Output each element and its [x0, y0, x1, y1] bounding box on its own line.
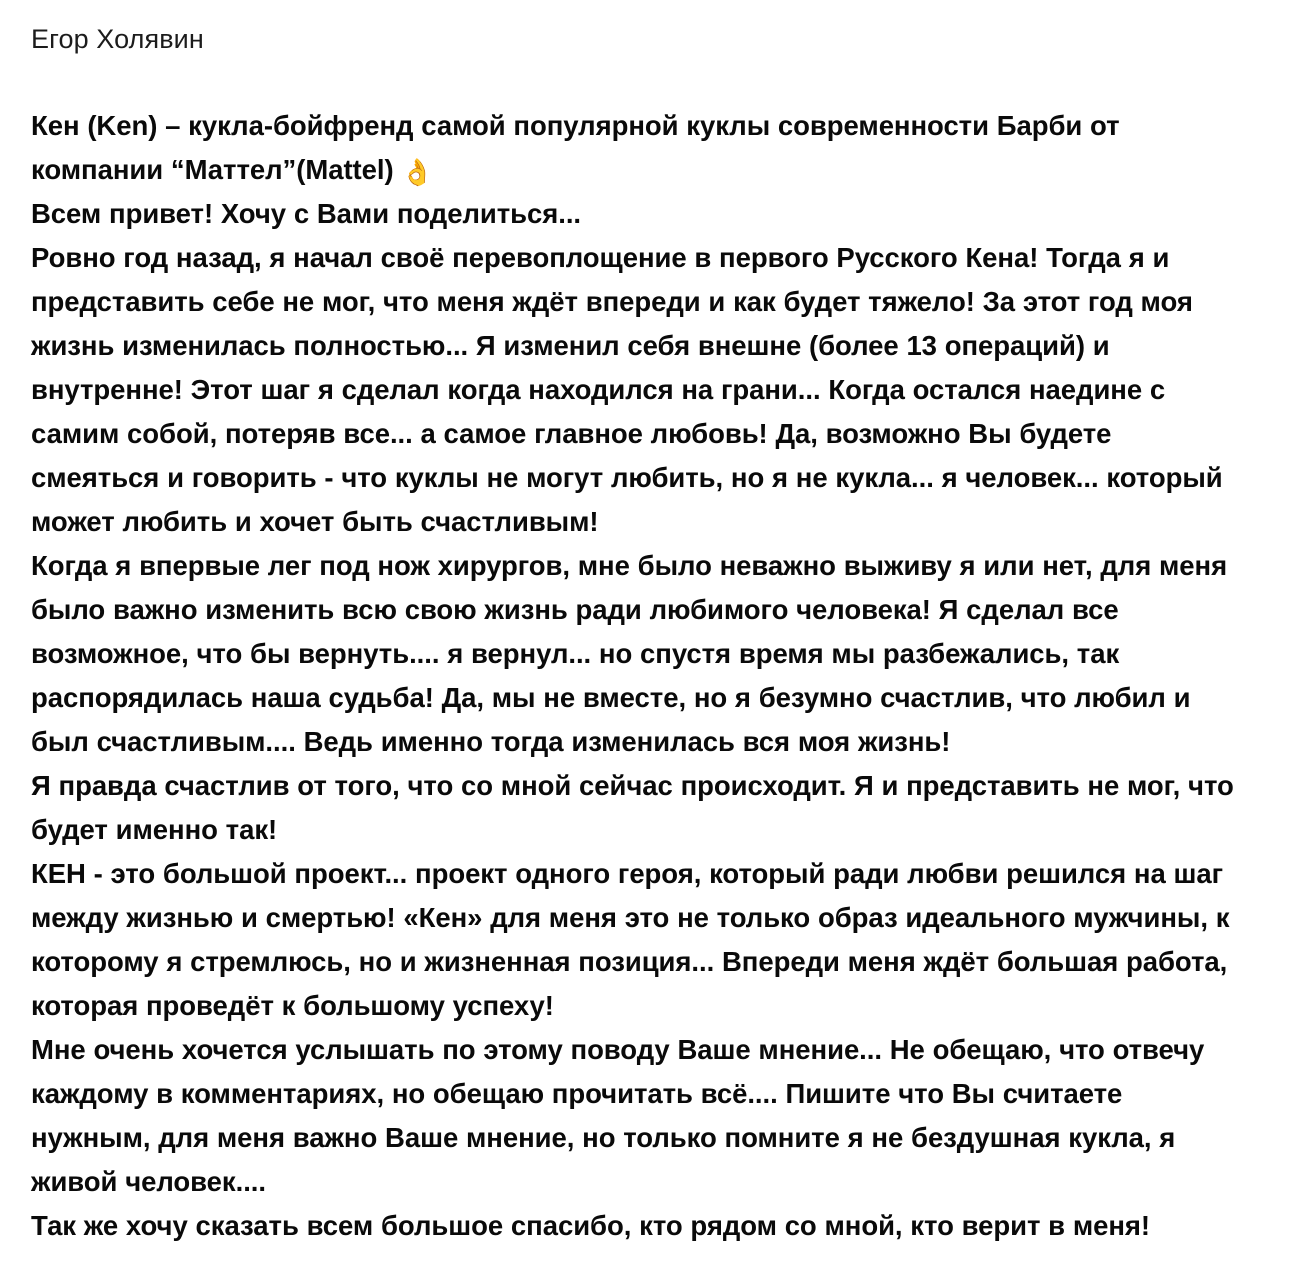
ok-hand-emoji: 👌 — [401, 158, 434, 188]
post-paragraph: Так же хочу сказать всем большое спасибо, кто рядом со мной, кто верит в меня! — [31, 1210, 1151, 1241]
post-paragraph-text: Кен (Ken) – кукла-бойфренд самой популярной куклы современности Барби от компании “Маттел”(Mattel) — [31, 110, 1128, 185]
post-body — [31, 104, 1246, 1248]
post-paragraph: Я правда счастлив от того, что со мной сейчас происходит. Я и представить не мог, что будет именно так! — [31, 770, 1242, 845]
post-paragraph: Мне очень хочется услышать по этому поводу Ваше мнение... Не обещаю, что отвечу каждому в комментариях, но обещаю прочитать всё.... Пишите что Вы считаете нужным, для меня важно Ваше мнение, но только помните я не бездушная кукла, я живой человек.... — [31, 1034, 1213, 1197]
post-author-name[interactable]: Егор Холявин — [31, 24, 204, 54]
post-paragraph — [31, 104, 1246, 192]
post-paragraph: Ровно год назад, я начал своё перевоплощение в первого Русского Кена! Тогда я и представить себе не мог, что меня ждёт впереди и как будет тяжело! За этот год моя жизнь изменилась полностью... Я изменил себя внешне (более 13 операций) и внутренне! Этот шаг я сделал когда находился на грани... Когда остался наедине с самим собой, потеряв все... а самое главное любовь! Да, возможно Вы будете смеяться и говорить - что куклы не могут любить, но я не кукла... я человек... который может любить и хочет быть счастливым! — [31, 242, 1231, 537]
post-paragraph: Когда я впервые лег под нож хирургов, мне было неважно выживу я или нет, для меня было важно изменить всю свою жизнь ради любимого человека! Я сделал все возможное, что бы вернуть.... я вернул... но спустя время мы разбежались, так распорядилась наша судьба! Да, мы не вместе, но я безумно счастлив, что любил и был счастливым.... Ведь именно тогда изменилась вся моя жизнь! — [31, 550, 1235, 757]
post-paragraph: Всем привет! Хочу с Вами поделиться... — [31, 198, 582, 229]
post-paragraph: КЕН - это большой проект... проект одного героя, который ради любви решился на шаг между жизнью и смертью! «Кен» для меня это не только образ идеального мужчины, к которому я стремлюсь, но и жизненная позиция... Впереди меня ждёт большая работа, которая проведёт к большому успеху! — [31, 858, 1238, 1021]
